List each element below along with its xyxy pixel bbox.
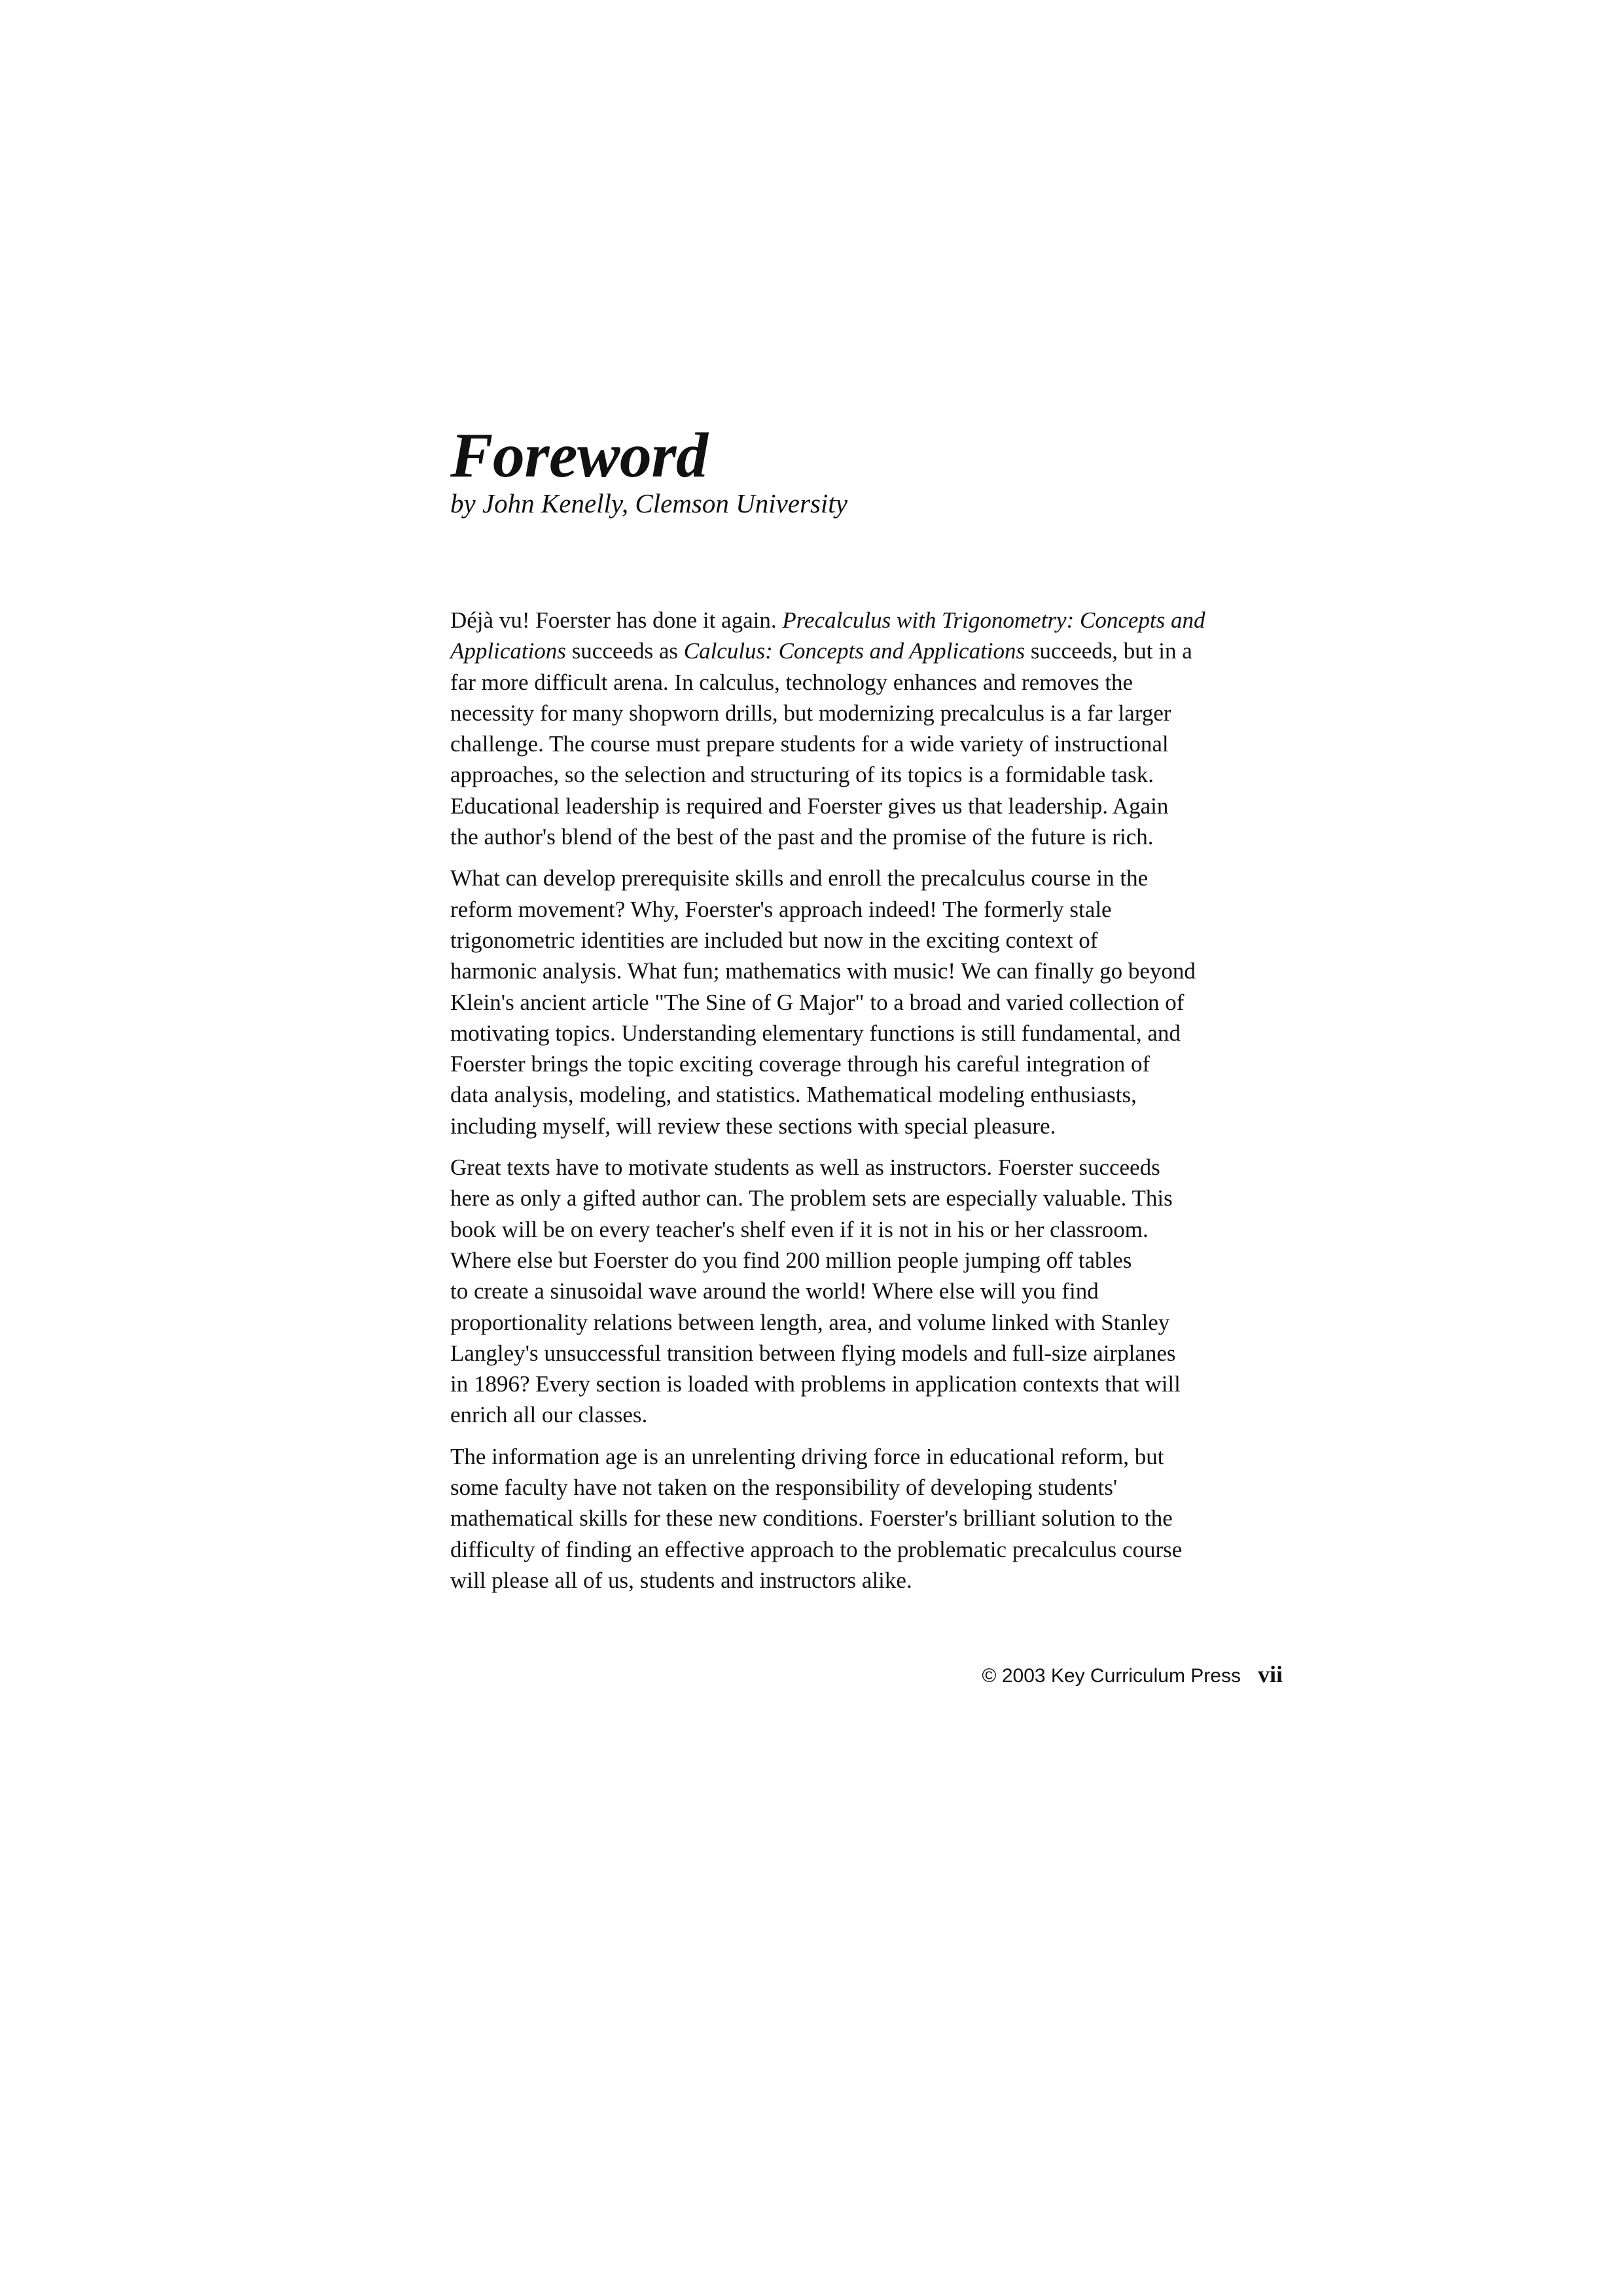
text-segment: succeeds as	[565, 638, 684, 664]
text-line	[450, 1307, 1275, 1338]
text-line	[450, 1276, 1275, 1306]
text-line	[450, 728, 1275, 759]
copyright-notice: © 2003 Key Curriculum Press	[982, 1665, 1241, 1687]
text-segment: trigonometric identities are included but now in the exciting context of	[450, 927, 1098, 953]
text-line	[450, 1534, 1275, 1565]
page-footer	[877, 1661, 1283, 1689]
text-line	[450, 894, 1275, 925]
text-segment: the author's blend of the best of the past and the promise of the future is rich.	[450, 824, 1154, 850]
foreword-body	[450, 605, 1275, 1606]
text-line	[450, 1183, 1275, 1213]
text-segment: difficulty of finding an effective approach to the problematic precalculus course	[450, 1536, 1183, 1562]
text-line	[450, 1245, 1275, 1276]
text-segment: to create a sinusoidal wave around the world! Where else will you find	[450, 1278, 1099, 1304]
text-segment: Educational leadership is required and Foerster gives us that leadership. Again	[450, 793, 1169, 819]
text-line	[450, 987, 1275, 1018]
text-segment: including myself, will review these sections with special pleasure.	[450, 1113, 1056, 1139]
text-segment: far more difficult arena. In calculus, technology enhances and removes the	[450, 669, 1133, 695]
text-line	[450, 1472, 1275, 1503]
text-segment: Klein's ancient article "The Sine of G Major" to a broad and varied collection of	[450, 989, 1185, 1015]
text-line	[450, 1111, 1275, 1141]
text-segment: data analysis, modeling, and statistics. Mathematical modeling enthusiasts,	[450, 1082, 1137, 1108]
italic-text-segment: Applications	[450, 638, 566, 664]
text-segment: harmonic analysis. What fun; mathematics with music! We can finally go beyond	[450, 958, 1196, 984]
text-line	[450, 956, 1275, 986]
italic-text-segment: Calculus: Concepts and Applications	[683, 638, 1026, 664]
text-line	[450, 1079, 1275, 1110]
text-segment: The information age is an unrelenting driving force in educational reform, but	[450, 1443, 1164, 1469]
page-title: Foreword	[450, 420, 708, 491]
text-segment: Where else but Foerster do you find 200 million people jumping off tables	[450, 1247, 1132, 1273]
text-segment: enrich all our classes.	[450, 1402, 648, 1428]
italic-text-segment: Precalculus with Trigonometry: Concepts and	[782, 607, 1205, 633]
text-line	[450, 605, 1275, 636]
text-segment: mathematical skills for these new conditions. Foerster's brilliant solution to the	[450, 1505, 1173, 1532]
text-segment: challenge. The course must prepare students for a wide variety of instructional	[450, 731, 1169, 757]
text-line	[450, 1152, 1275, 1183]
text-segment: reform movement? Why, Foerster's approach indeed! The formerly stale	[450, 896, 1112, 922]
text-segment: here as only a gifted author can. The problem sets are especially valuable. This	[450, 1185, 1173, 1211]
paragraph	[450, 1152, 1275, 1431]
text-segment: proportionality relations between length, area, and volume linked with Stanley	[450, 1309, 1170, 1335]
text-segment: succeeds, but in a	[1025, 638, 1192, 664]
text-line	[450, 925, 1275, 956]
text-segment: What can develop prerequisite skills and enroll the precalculus course in the	[450, 865, 1149, 891]
text-line	[450, 1565, 1275, 1596]
text-line	[450, 1441, 1275, 1472]
text-segment: Déjà vu! Foerster has done it again.	[450, 607, 783, 633]
text-line	[450, 1338, 1275, 1369]
text-line	[450, 821, 1275, 852]
text-segment: Foerster brings the topic exciting coverage through his careful integration of	[450, 1051, 1150, 1077]
title-block	[450, 419, 1301, 518]
text-segment: book will be on every teacher's shelf even if it is not in his or her classroom.	[450, 1216, 1149, 1242]
text-line	[450, 636, 1275, 666]
text-segment: Langley's unsuccessful transition between flying models and full-size airplanes	[450, 1340, 1176, 1366]
text-line	[450, 1399, 1275, 1430]
paragraph	[450, 863, 1275, 1141]
text-line	[450, 1369, 1275, 1399]
text-segment: in 1896? Every section is loaded with problems in application contexts that will	[450, 1371, 1181, 1397]
text-line	[450, 759, 1275, 790]
text-segment: some faculty have not taken on the responsibility of developing students'	[450, 1475, 1118, 1501]
text-line	[450, 1503, 1275, 1534]
page-number: vii	[1257, 1661, 1283, 1687]
text-segment: necessity for many shopworn drills, but modernizing precalculus is a far larger	[450, 700, 1171, 726]
text-segment: will please all of us, students and instructors alike.	[450, 1567, 912, 1593]
text-line	[450, 1214, 1275, 1245]
author-byline: by John Kenelly, Clemson University	[450, 488, 847, 518]
text-line	[450, 667, 1275, 698]
text-segment: approaches, so the selection and structuring of its topics is a formidable task.	[450, 762, 1154, 788]
text-line	[450, 698, 1275, 728]
text-line	[450, 791, 1275, 821]
paragraph	[450, 605, 1275, 852]
text-line	[450, 1049, 1275, 1079]
text-segment: motivating topics. Understanding elementary functions is still fundamental, and	[450, 1020, 1181, 1046]
text-segment: Great texts have to motivate students as well as instructors. Foerster succeeds	[450, 1155, 1160, 1181]
text-line	[450, 1018, 1275, 1049]
paragraph	[450, 1441, 1275, 1596]
text-line	[450, 863, 1275, 893]
